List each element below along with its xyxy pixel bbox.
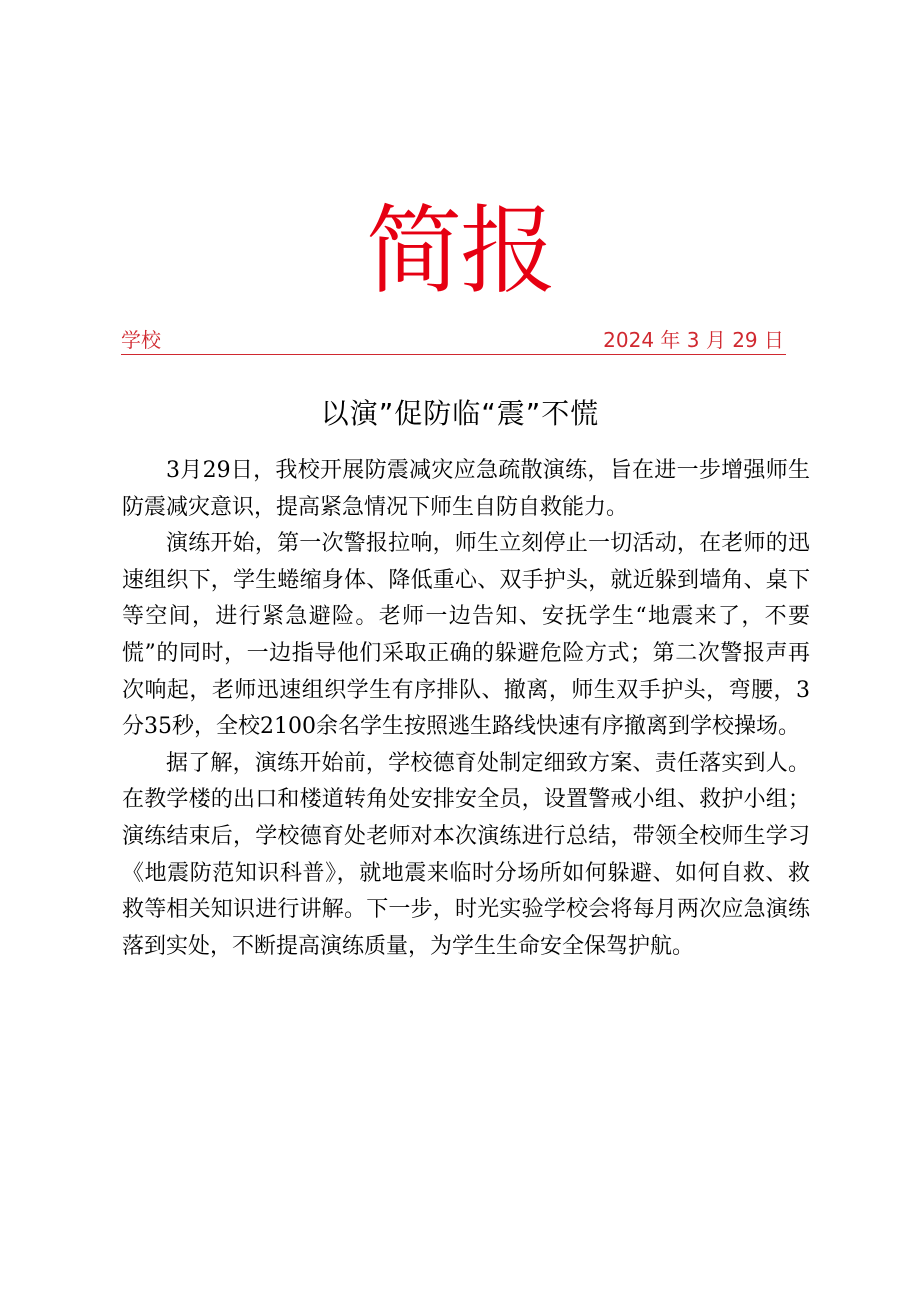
article-headline: 以演”促防临“震”不慌 bbox=[320, 397, 600, 430]
article-paragraph: 据了解，演练开始前，学校德育处制定细致方案、责任落实到人。在教学楼的出口和楼道转角处安排安全员，设置警戒小组、救护小组；演练结束后，学校德育处老师对本次演练进行总结，带领全校师生学习《地震防范知识科普》，就地震来临时分场所如何躲避、如何自救、救救等相关知识进行讲解。下一步，时光实验学校会将每月两次应急演练落到实处，不断提高演练质量，为学生生命安全保驾护航。 bbox=[122, 750, 810, 959]
article-paragraph: 3月29日，我校开展防震减灾应急疏散演练，旨在进一步增强师生防震减灾意识，提高紧急情况下师生自防自救能力。 bbox=[122, 458, 810, 520]
article-paragraph: 演练开始，第一次警报拉响，师生立刻停止一切活动，在老师的迅速组织下，学生蜷缩身体、降低重心、双手护头，就近躲到墙角、桌下等空间，进行紧急避险。老师一边告知、安抚学生“地震来了，不要慌”的同时，一边指导他们采取正确的躲避危险方式；第二次警报声再次响起，老师迅速组织学生有序排队、撤离，师生双手护头，弯腰，3分35秒，全校2100余名学生按照逃生路线快速有序撤离到学校操场。 bbox=[122, 531, 810, 740]
masthead-title: 简报 bbox=[366, 195, 554, 307]
info-bar bbox=[121, 326, 786, 355]
article-body bbox=[122, 453, 810, 965]
publish-date: 2024 年 3 月 29 日 bbox=[603, 328, 784, 352]
school-name: 学校 bbox=[121, 328, 161, 352]
